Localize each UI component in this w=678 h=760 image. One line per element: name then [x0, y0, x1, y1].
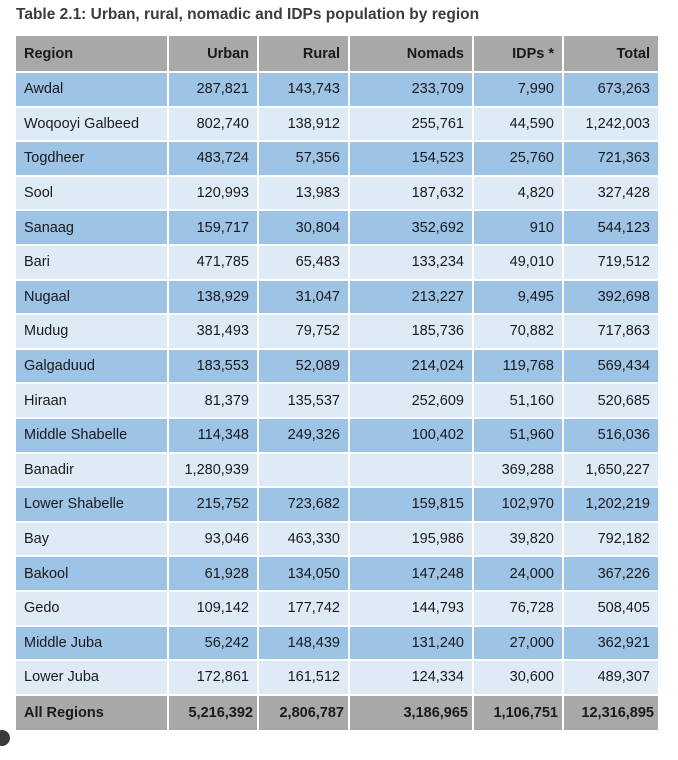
- cell-urban: 381,493: [168, 314, 258, 349]
- cell-total: 508,405: [563, 591, 658, 626]
- cell-rural: 65,483: [258, 245, 349, 280]
- totals-label: All Regions: [16, 695, 168, 731]
- cell-nomads: 154,523: [349, 141, 473, 176]
- cell-urban: 215,752: [168, 487, 258, 522]
- table-body: [16, 72, 658, 695]
- cell-urban: 483,724: [168, 141, 258, 176]
- cell-nomads: 214,024: [349, 349, 473, 384]
- table-row: [16, 660, 658, 695]
- cell-nomads: 133,234: [349, 245, 473, 280]
- cell-total: 1,202,219: [563, 487, 658, 522]
- table-row: [16, 314, 658, 349]
- circle-icon: [0, 730, 10, 746]
- cell-rural: 723,682: [258, 487, 349, 522]
- table-row: [16, 107, 658, 142]
- cell-rural: 52,089: [258, 349, 349, 384]
- cell-nomads: 131,240: [349, 626, 473, 661]
- cell-urban: 114,348: [168, 418, 258, 453]
- cell-region: Woqooyi Galbeed: [16, 107, 168, 142]
- cell-rural: 134,050: [258, 556, 349, 591]
- cell-idps: 44,590: [473, 107, 563, 142]
- cell-region: Hiraan: [16, 383, 168, 418]
- cell-urban: 471,785: [168, 245, 258, 280]
- cell-nomads: 124,334: [349, 660, 473, 695]
- cell-idps: 102,970: [473, 487, 563, 522]
- cell-idps: 369,288: [473, 453, 563, 488]
- cell-rural: 161,512: [258, 660, 349, 695]
- cell-nomads: 233,709: [349, 72, 473, 107]
- cell-total: 327,428: [563, 176, 658, 211]
- cell-rural: 143,743: [258, 72, 349, 107]
- cell-total: 792,182: [563, 522, 658, 557]
- cell-urban: 138,929: [168, 280, 258, 315]
- col-header-idps: IDPs *: [473, 36, 563, 72]
- cell-region: Lower Shabelle: [16, 487, 168, 522]
- cell-region: Bari: [16, 245, 168, 280]
- cell-rural: 57,356: [258, 141, 349, 176]
- cell-total: 569,434: [563, 349, 658, 384]
- cell-nomads: 352,692: [349, 210, 473, 245]
- cell-nomads: [349, 453, 473, 488]
- cell-nomads: 255,761: [349, 107, 473, 142]
- cell-idps: 9,495: [473, 280, 563, 315]
- cell-nomads: 252,609: [349, 383, 473, 418]
- cell-region: Middle Shabelle: [16, 418, 168, 453]
- cell-region: Lower Juba: [16, 660, 168, 695]
- totals-nomads: 3,186,965: [349, 695, 473, 731]
- cell-region: Gedo: [16, 591, 168, 626]
- cell-region: Bay: [16, 522, 168, 557]
- cell-region: Nugaal: [16, 280, 168, 315]
- table-row: [16, 210, 658, 245]
- cell-total: 520,685: [563, 383, 658, 418]
- cell-total: 392,698: [563, 280, 658, 315]
- cell-urban: 81,379: [168, 383, 258, 418]
- cell-region: Awdal: [16, 72, 168, 107]
- cell-urban: 802,740: [168, 107, 258, 142]
- col-header-nomads: Nomads: [349, 36, 473, 72]
- cell-region: Togdheer: [16, 141, 168, 176]
- cell-nomads: 195,986: [349, 522, 473, 557]
- cell-idps: 119,768: [473, 349, 563, 384]
- col-header-region: Region: [16, 36, 168, 72]
- table-row: [16, 556, 658, 591]
- col-header-rural: Rural: [258, 36, 349, 72]
- cell-urban: 56,242: [168, 626, 258, 661]
- cell-urban: 93,046: [168, 522, 258, 557]
- cell-idps: 4,820: [473, 176, 563, 211]
- table-row: [16, 245, 658, 280]
- col-header-total: Total: [563, 36, 658, 72]
- table-row: [16, 487, 658, 522]
- table-row: [16, 72, 658, 107]
- cell-urban: 183,553: [168, 349, 258, 384]
- cell-idps: 76,728: [473, 591, 563, 626]
- cell-nomads: 213,227: [349, 280, 473, 315]
- cell-nomads: 159,815: [349, 487, 473, 522]
- cell-idps: 27,000: [473, 626, 563, 661]
- cell-total: 362,921: [563, 626, 658, 661]
- cell-rural: 148,439: [258, 626, 349, 661]
- totals-rural: 2,806,787: [258, 695, 349, 731]
- cell-urban: 1,280,939: [168, 453, 258, 488]
- cell-idps: 51,960: [473, 418, 563, 453]
- table-row: [16, 176, 658, 211]
- cell-nomads: 147,248: [349, 556, 473, 591]
- cell-idps: 910: [473, 210, 563, 245]
- cell-nomads: 144,793: [349, 591, 473, 626]
- cell-total: 516,036: [563, 418, 658, 453]
- cell-idps: 49,010: [473, 245, 563, 280]
- col-header-urban: Urban: [168, 36, 258, 72]
- cell-total: 367,226: [563, 556, 658, 591]
- table-row: [16, 453, 658, 488]
- table-row: [16, 280, 658, 315]
- cell-total: 721,363: [563, 141, 658, 176]
- table-row: [16, 626, 658, 661]
- cell-urban: 287,821: [168, 72, 258, 107]
- cell-region: Galgaduud: [16, 349, 168, 384]
- cell-nomads: 100,402: [349, 418, 473, 453]
- table-row: [16, 349, 658, 384]
- cell-idps: 24,000: [473, 556, 563, 591]
- cell-rural: [258, 453, 349, 488]
- cell-total: 544,123: [563, 210, 658, 245]
- totals-total: 12,316,895: [563, 695, 658, 731]
- cell-rural: 79,752: [258, 314, 349, 349]
- totals-idps: 1,106,751: [473, 695, 563, 731]
- cell-region: Middle Juba: [16, 626, 168, 661]
- cell-total: 1,242,003: [563, 107, 658, 142]
- cell-total: 717,863: [563, 314, 658, 349]
- cell-urban: 120,993: [168, 176, 258, 211]
- cell-total: 1,650,227: [563, 453, 658, 488]
- cell-rural: 138,912: [258, 107, 349, 142]
- table-header-row: [16, 36, 658, 72]
- cell-urban: 109,142: [168, 591, 258, 626]
- cell-rural: 177,742: [258, 591, 349, 626]
- cell-idps: 51,160: [473, 383, 563, 418]
- cell-urban: 159,717: [168, 210, 258, 245]
- cell-idps: 70,882: [473, 314, 563, 349]
- cell-region: Sool: [16, 176, 168, 211]
- table-row: [16, 591, 658, 626]
- table-title: Table 2.1: Urban, rural, nomadic and IDPs population by region: [16, 6, 480, 23]
- cell-region: Mudug: [16, 314, 168, 349]
- cell-idps: 7,990: [473, 72, 563, 107]
- cell-rural: 249,326: [258, 418, 349, 453]
- cell-nomads: 187,632: [349, 176, 473, 211]
- cell-total: 673,263: [563, 72, 658, 107]
- table-row: [16, 522, 658, 557]
- cell-region: Bakool: [16, 556, 168, 591]
- cell-region: Banadir: [16, 453, 168, 488]
- cell-rural: 31,047: [258, 280, 349, 315]
- cell-idps: 30,600: [473, 660, 563, 695]
- cell-idps: 39,820: [473, 522, 563, 557]
- cell-region: Sanaag: [16, 210, 168, 245]
- cell-rural: 463,330: [258, 522, 349, 557]
- table-row: [16, 383, 658, 418]
- cell-nomads: 185,736: [349, 314, 473, 349]
- totals-urban: 5,216,392: [168, 695, 258, 731]
- table-row: [16, 141, 658, 176]
- cell-total: 489,307: [563, 660, 658, 695]
- totals-row: [16, 695, 658, 731]
- table-row: [16, 418, 658, 453]
- cell-urban: 172,861: [168, 660, 258, 695]
- population-table: [16, 36, 658, 732]
- cell-rural: 13,983: [258, 176, 349, 211]
- cell-total: 719,512: [563, 245, 658, 280]
- cell-idps: 25,760: [473, 141, 563, 176]
- cell-urban: 61,928: [168, 556, 258, 591]
- cell-rural: 30,804: [258, 210, 349, 245]
- cell-rural: 135,537: [258, 383, 349, 418]
